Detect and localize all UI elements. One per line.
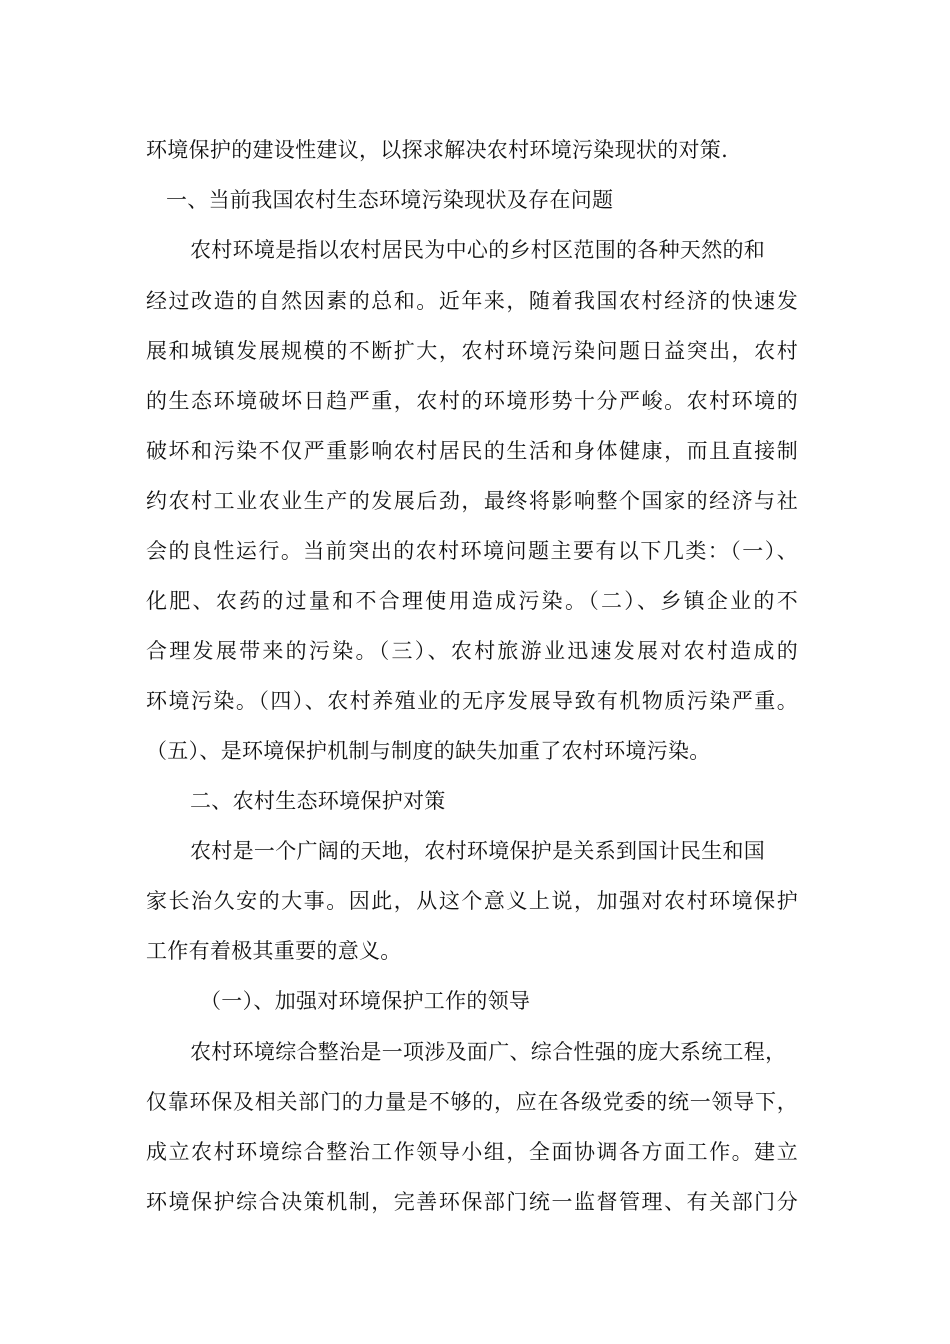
paragraph-line: 经过改造的自然因素的总和。近年来，随着我国农村经济的快速发 <box>146 289 798 313</box>
subsection-heading-1: （一）、加强对环境保护工作的领导 <box>200 989 531 1013</box>
section-heading-1: 一、当前我国农村生态环境污染现状及存在问题 <box>166 188 614 212</box>
paragraph-line: 农村环境是指以农村居民为中心的乡村区范围的各种天然的和 <box>190 238 766 262</box>
paragraph-line: 家长治久安的大事。因此，从这个意义上说，加强对农村环境保护 <box>146 889 798 913</box>
paragraph-line: 的生态环境破坏日趋严重，农村的环境形势十分严峻。农村环境的 <box>146 389 798 413</box>
paragraph-line: 合理发展带来的污染。（三）、农村旅游业迅速发展对农村造成的 <box>146 639 798 663</box>
paragraph-line: 环境污染。（四）、农村养殖业的无序发展导致有机物质污染严重。 <box>146 689 798 713</box>
paragraph-line: 会的良性运行。当前突出的农村环境问题主要有以下几类：（一）、 <box>146 539 798 563</box>
paragraph-line: 环境保护的建设性建议，以探求解决农村环境污染现状的对策. <box>146 138 729 162</box>
paragraph-line: 成立农村环境综合整治工作领导小组，全面协调各方面工作。建立 <box>146 1140 798 1164</box>
paragraph-line: 仅靠环保及相关部门的力量是不够的，应在各级党委的统一领导下， <box>146 1090 798 1114</box>
paragraph-line: 工作有着极其重要的意义。 <box>146 939 402 963</box>
section-heading-2: 二、农村生态环境保护对策 <box>190 789 446 813</box>
paragraph-line: 展和城镇发展规模的不断扩大，农村环境污染问题日益突出，农村 <box>146 339 798 363</box>
paragraph-line: 化肥、农药的过量和不合理使用造成污染。（二）、乡镇企业的不 <box>146 589 798 613</box>
paragraph-line: 环境保护综合决策机制，完善环保部门统一监督管理、有关部门分 <box>146 1190 798 1214</box>
paragraph-line: （五）、是环境保护机制与制度的缺失加重了农村环境污染。 <box>146 739 711 763</box>
paragraph-line: 农村是一个广阔的天地，农村环境保护是关系到国计民生和国 <box>190 839 766 863</box>
paragraph-line: 约农村工业农业生产的发展后劲，最终将影响整个国家的经济与社 <box>146 489 798 513</box>
paragraph-line: 农村环境综合整治是一项涉及面广、综合性强的庞大系统工程， <box>190 1040 787 1064</box>
paragraph-line: 破坏和污染不仅严重影响农村居民的生活和身体健康，而且直接制 <box>146 439 798 463</box>
